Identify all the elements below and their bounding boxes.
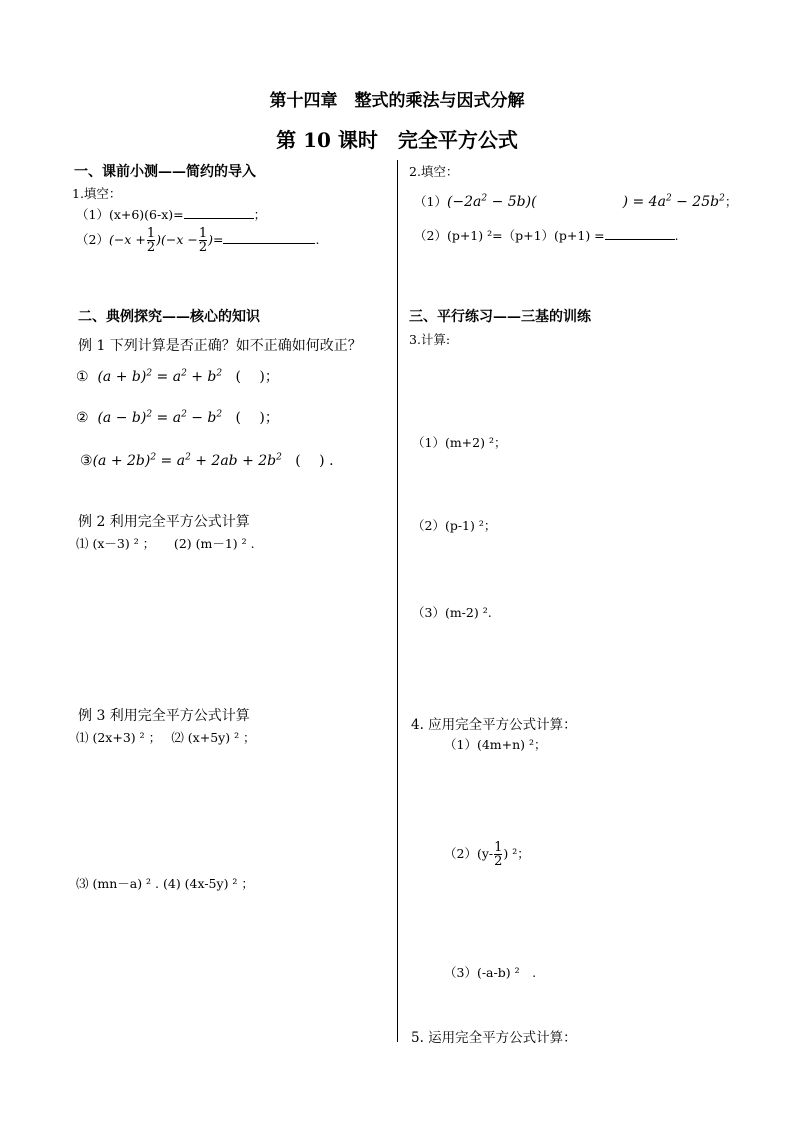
question-1-label: 1.填空： <box>72 186 122 201</box>
question-4-3: （3）(-a-b) ² . <box>444 965 537 980</box>
answer-blank <box>223 231 315 244</box>
question-2-2: （2）(p+1) ²=（p+1）(p+1) = . <box>414 228 679 243</box>
example-1-item-2: ② $(a - b)^2 = a^2 - b^2$ ( )； <box>76 409 279 426</box>
question-3-label: 3.计算: <box>409 332 451 347</box>
section-1-title: 一、课前小测——简约的导入 <box>74 164 256 180</box>
question-3-1: （1）(m+2) ²； <box>412 435 507 450</box>
example-1-title: 例 1 下列计算是否正确？如不正确如何改正？ <box>78 338 362 354</box>
question-2-label: 2.填空： <box>409 164 459 179</box>
question-4-1: （1）(4m+n) ²； <box>444 737 547 752</box>
column-divider <box>397 160 398 1042</box>
example-2-items: ⑴ (x－3) ² ； (2) (m－1) ² . <box>76 536 255 551</box>
example-1-item-3: ③(a + $2b)^2 = a^2 + 2ab + 2b^2$ ( ) . <box>80 452 334 469</box>
answer-blank <box>184 206 254 219</box>
lesson-title: 第 10 课时 完全平方公式 <box>276 128 518 152</box>
section-3-title: 三、平行练习——三基的训练 <box>409 309 591 325</box>
answer-blank <box>605 227 675 240</box>
section-2-title: 二、典例探究——核心的知识 <box>78 309 260 325</box>
question-3-3: （3）(m-2) ². <box>412 605 492 620</box>
question-1-1: （1）(x+6)(6-x)= ； <box>76 207 267 222</box>
example-3-items-2: ⑶ (mn－a) ² . (4) (4x-5y) ² ； <box>76 876 254 891</box>
question-4-label: 4. 应用完全平方公式计算： <box>411 717 577 733</box>
example-1-item-1: ① $(a + b)^2 = a^2 + b^2$ ( )； <box>76 368 279 385</box>
question-5-label: 5. 运用完全平方公式计算： <box>411 1030 577 1046</box>
question-2-1: $(1)(-2a^2 - 5b)$( ) = $4a^2 - 25b^2$； <box>414 193 738 210</box>
question-1-2: （2）(−x + $\frac{1}{2}$ )(−x − $\frac{1}{2}$ )= . <box>76 226 320 255</box>
chapter-title: 第十四章 整式的乘法与因式分解 <box>269 91 525 111</box>
example-3-title: 例 3 利用完全平方公式计算 <box>78 708 250 724</box>
example-2-title: 例 2 利用完全平方公式计算 <box>78 514 250 530</box>
example-3-items: ⑴ (2x+3) ² ； ⑵ (x+5y) ² ； <box>76 730 256 745</box>
question-4-2: （2）(y- $\frac{1}{2}$ ) ²； <box>444 840 530 869</box>
question-3-2: （2）(p-1) ²； <box>412 518 497 533</box>
